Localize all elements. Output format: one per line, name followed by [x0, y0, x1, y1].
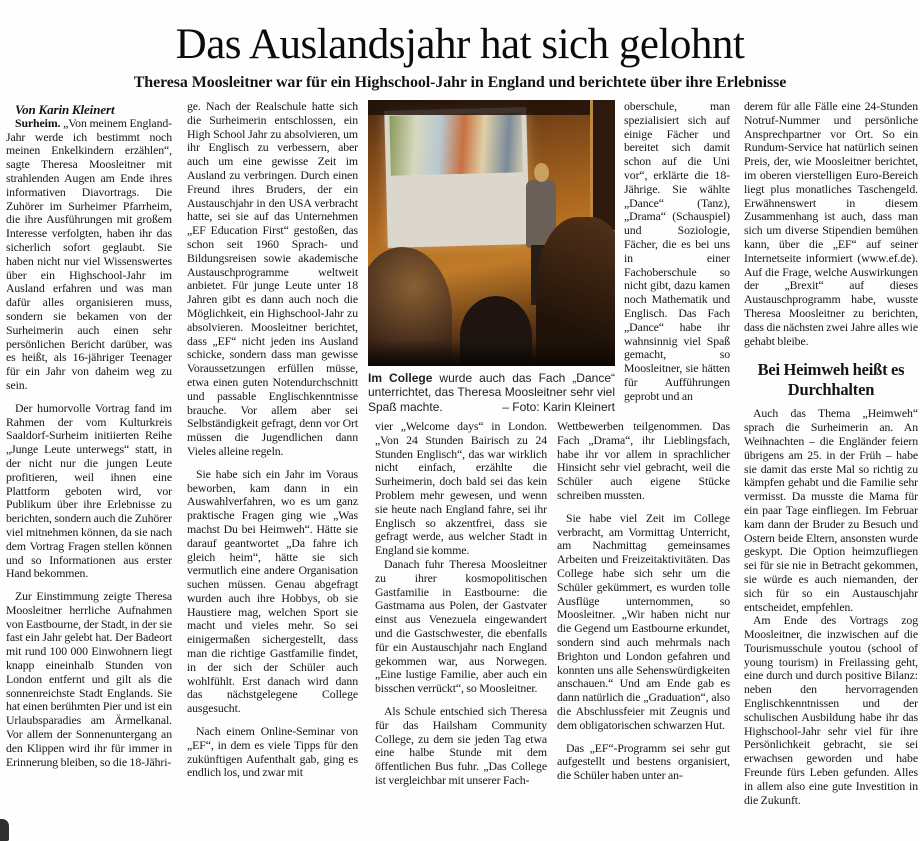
paragraph: Nach einem Online-Seminar von „EF“, in dem es viele Tipps für den zukünftigen Aufenthalt gab, ging es endlich los, und zwar mit	[187, 724, 358, 780]
text-column-4-beside-photo	[624, 100, 730, 404]
paragraph: Auch das Thema „Heimweh“ sprach die Surheimerin an. An Weihnachten – die Engländer feiern übrigens am 25. in der Früh – habe sie damit das erste Mal so richtig zu kämpfen gehabt und die Familie sehr vermisst. Da musste die Mama für ein paar Tage einfliegen. Im Februar kam dann der Bruder zu Besuch und Ostern beide Eltern, ansonsten wurde geskypt. Die Option heimzufliegen sei für sie nie in Betracht gekommen, sie würde es auch niemanden, der sich für so ein Austauschjahr entscheidet, empfehlen.	[744, 406, 918, 614]
section-subheading: Bei Heimweh heißt es Durchhalten	[757, 360, 905, 399]
caption-lead: Im College	[368, 371, 433, 385]
paragraph: Das „EF“-Programm sei sehr gut aufgestellt und bestens organisiert, die Schüler haben unter an-	[557, 740, 730, 783]
ceiling-shadow	[368, 100, 615, 115]
dateline-lead: Surheim.	[15, 115, 61, 130]
scan-corner-mark	[0, 819, 9, 841]
article-subtitle: Theresa Moosleitner war für ein Highschool-Jahr in England und berichtete über ihre Erlebnisse	[133, 74, 787, 91]
paragraph: Danach fuhr Theresa Moosleitner zu ihrer kosmopolitischen Gastfamilie in Eastbourne: die Gastmama aus Polen, der Gastvater einst aus Venezuela eingewandert und die Gastschwester, die ebenfalls für ein Austauschjahr nach England gekommen war, aus Norwegen. „Eine lustige Familie, aber auch ein bisschen verrückt“, so Moosleitner.	[375, 556, 547, 696]
paragraph: Am Ende des Vortrags zog Moosleitner, die inzwischen auf die Tourismusschule youtou (school of young tourism) in Freilassing geht, eine durch und durch positive Bilanz: neben den hervorragenden Englischkenntnissen und der schulischen Ausbildung habe ihr das Highschool-Jahr sehr viel für ihre Persönlichkeit gebracht, sie sei erwachsen geworden und habe Freunde fürs Leben gefunden. Alles in allem also eine gute Investition in die Zukunft.	[744, 613, 918, 807]
text-column-3	[375, 420, 547, 788]
paragraph: Als Schule entschied sich Theresa für das Hailsham Community College, zu dem sie jeden Tag etwa eine halbe Stunde mit dem öffentlichen Bus fuhr. „Das College ist vergleichbar mit unserer Fach-	[375, 703, 547, 787]
photo-bottom-shadow	[368, 340, 615, 366]
door-frame	[590, 100, 615, 230]
paragraph: Der humorvolle Vortrag fand im Rahmen der vom Kulturkreis Saaldorf-Surheim initiierten Reihe „Junge Leute unterwegs“ statt, in der nicht nur die jungen Leute profitieren, weil ihnen eine Plattform geboten wird, vor Publikum über ihre Erlebnisse zu berichten, sondern auch die Zuhörer viel mitnehmen können, da sie nach dem Vortrag Fragen stellen können und so Informationen aus erster Hand bekommen.	[6, 400, 172, 581]
paragraph: ge. Nach der Realschule hatte sich die Surheimerin entschlossen, ein High School Jahr zu absolvieren, um ihr Englisch zu verbessern, aber auch um eine gewisse Zeit im Ausland zu verbringen. Durch einen Freund ihres Bruders, der ein Austauschjahr in den USA verbracht hatte, sei sie auf das Unternehmen „EF Education First“ gestoßen, das schon seit 1960 Sprach- und Bildungsreisen sowie akademische Austauschprogramme weltweit anbietet. Für junge Leute unter 18 Jahren gibt es dann auch noch die Möglichkeit, ein Highschool-Jahr zu absolvieren. Moosleitner berichtet, dass „EF“ nicht jeden ins Ausland schicke, sondern dass man gewisse Voraussetzungen erfüllen müsse, etwa einen guten Notendurchschnitt und passable Englischkenntnisse brauche. Vor allem aber sei Selbständigkeit gefragt, denn vor Ort müssen die Jugendlichen dann Vieles alleine regeln.	[187, 99, 358, 458]
paragraph: Sie habe sich ein Jahr im Voraus beworben, kam dann in ein Auswahlverfahren, wo es um ganz praktische Fragen ging wie „Was machst Du bei Heimweh“. Hätte sie darauf geantwortet „Da fahre ich gleich heim“, hätte sie sich vermutlich eine andere Organisation suchen müssen. Genau abgefragt wurden auch ihre Hobbys, ob sie Haustiere mag, welchen Sport sie macht und vieles mehr. So sei einigermaßen sichergestellt, dass man die richtige Gastfamilie findet, in der sich der Schüler auch wohlfühlt. Erst danach wird dann das nächstgelegene College ausgesucht.	[187, 466, 358, 716]
paragraph: vier „Welcome days“ in London. „Von 24 Stunden Bairisch zu 24 Stunden Englisch“, das war wirklich nicht einfach, erzählte die Surheimerin, doch bald sei das kein Problem mehr gewesen, und wenn sie heute nach England fahre, sei ihr Englisch so akzentfrei, dass sie gefragt werde, aus welcher Stadt in England sie komme.	[375, 419, 547, 558]
text-column-1	[6, 103, 172, 769]
article-photo	[368, 100, 615, 366]
article-title: Das Auslandsjahr hat sich gelohnt	[175, 21, 745, 68]
paragraph: derem für alle Fälle eine 24-Stunden Notruf-Nummer und persönliche Ansprechpartner vor Ort. So ein Rundum-Service hat natürlich seinen Preis, der, wie Moosleitner berichtet, im oberen vierstelligen Euro-Bereich liegt plus monatliches Taschengeld. Erwähnenswert in diesem Zusammenhang ist auch, dass man sich um diverse Stipendien bemühen kann, über die „EF“ auf seiner Internetseite informiert (www.ef.de). Auf die Frage, welche Auswirkungen der „Brexit“ auf dieses Austauschprogramm habe, wusste Theresa Moosleitner zu berichten, dass die nächsten zwei Jahre alles wie gehabt bleibe.	[744, 99, 918, 348]
paragraph: Wettbewerben teilgenommen. Das Fach „Drama“, ihr Lieblingsfach, habe ihr vor allem in sprachlicher Hinsicht sehr viel gebracht, weil die Schüler auch eigene Stücke schreiben mussten.	[557, 419, 730, 502]
paragraph: oberschule, man spezialisiert sich auf einige Fächer und bereitet sich damit schon auf die Uni vor“, erklärte die 18-Jährige. Sie wählte „Dance“ (Tanz), „Drama“ (Schauspiel) und Soziologie, Fächer, die es bei uns in einer Fachoberschule so nicht gibt, dazu kamen noch Mathematik und Englisch. Das Fach „Dance“ habe ihr wahnsinnig viel Spaß gemacht, so Moosleitner, sie hätten für Aufführungen geprobt und an	[624, 99, 730, 403]
projection-screen	[384, 107, 530, 248]
projected-slide-image	[389, 112, 523, 175]
text-column-4	[557, 420, 730, 783]
paragraph: Sie habe viel Zeit im College verbracht, am Vormittag Unterricht, am Nachmittag gemeinsames Arbeiten und Freizeitaktivitäten. Das College habe sich sehr um die Schüler gekümmert, es wurden tolle Ausflüge unternommen, so Moosleitner. „Wir haben nicht nur die Gegend um Eastbourne erkundet, sondern sind auch mehrmals nach Brighton und London gefahren und konnten uns alle Sehenswürdigkeiten anschauen.“ Und am Ende gab es dann natürlich die „Graduation“, also die Abschlussfeier mit Zeugnis und dem obligatorischen schwarzen Hut.	[557, 510, 730, 732]
text-column-5	[744, 100, 918, 807]
paragraph	[6, 117, 172, 393]
byline: Von Karin Kleinert	[15, 102, 115, 117]
caption-text: wurde auch das Fach „Dance“ unterrichtet, das Theresa Moosleitner sehr viel Spaß machte.	[368, 371, 615, 414]
text-column-2	[187, 100, 358, 780]
paragraph-text: „Von meinem England-Jahr werde ich bestimmt noch meinen Enkelkindern erzählen“, sagte Theresa Moosleitner mit strahlenden Augen am Ende ihres informativen Diavortrags. Die Zuhörer im Surheimer Pfarrheim, die ihre Ausführungen mit großem Interesse verfolgten, haben ihr das sicherlich sofort geglaubt. Sie haben nicht nur viel Wissenswertes über ein Highschool-Jahr im Ausland erfahren und was man dafür alles organisieren muss, sondern sie bekamen von der Surheimerin auch einen sehr persönlichen Bericht darüber, was es heißt, als 16-jähriger Teenager für ein Jahr von daheim weg zu sein.	[6, 115, 172, 392]
photo-credit: – Foto: Karin Kleinert	[498, 400, 615, 414]
paragraph: Zur Einstimmung zeigte Theresa Moosleitner herrliche Aufnahmen von Eastbourne, der Stadt, in der sie fast ein Jahr gelebt hat. Der Badeort mit rund 100 000 Einwohnern liegt knapp eineinhalb Stunden von London entfernt und gilt als die sonnenreichste Stadt Englands. Sie hat einen berühmten Pier und ist ein Urlaubsparadies am Ärmelkanal. Vor allem der Sonnenuntergang an den Klippen wird ihr für immer in Erinnerung bleiben, so die 18-Jähri-	[6, 589, 172, 769]
speaker-silhouette-head	[534, 163, 549, 182]
photo-caption	[368, 371, 615, 414]
